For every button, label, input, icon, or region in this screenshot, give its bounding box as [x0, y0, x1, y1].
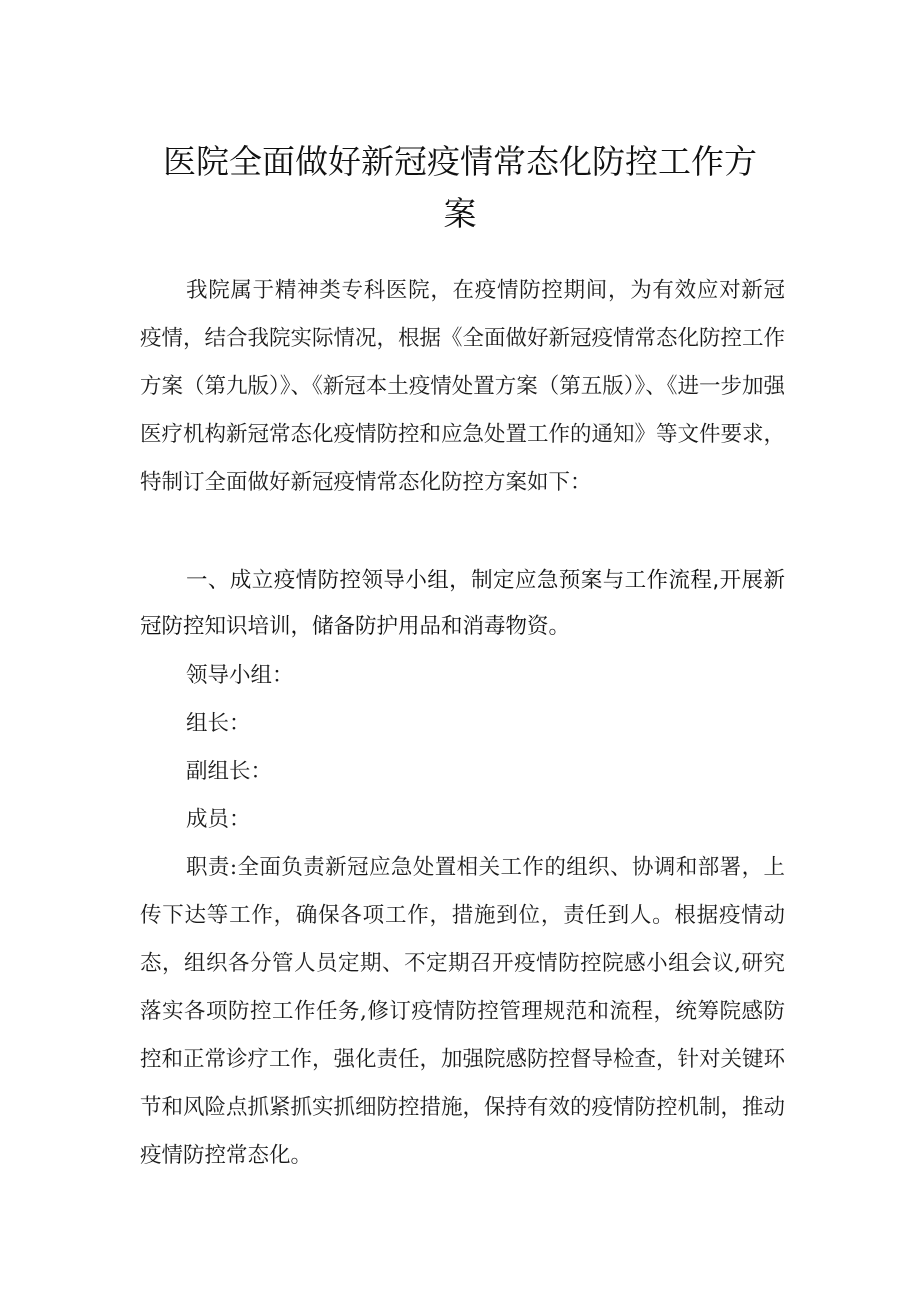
- intro-paragraph: 我院属于精神类专科医院，在疫情防控期间，为有效应对新冠疫情，结合我院实际情况，根据《全面做好新冠疫情常态化防控工作方案（第九版）》、《新冠本土疫情处置方案（第五版）》、《进一步加强医疗机构新冠常态化疫情防控和应急处置工作的通知》等文件要求，特制订全面做好新冠疫情常态化防控方案如下：: [140, 278, 786, 495]
- duties-paragraph: 职责:全面负责新冠应急处置相关工作的组织、协调和部署，上传下达等工作，确保各项工作，措施到位，责任到人。根据疫情动态，组织各分管人员定期、不定期召开疫情防控院感小组会议,研究落实各项防控工作任务,修订疫情防控管理规范和流程，统筹院感防控和正常诊疗工作，强化责任，加强院感防控督导检查，针对关键环节和风险点抓紧抓实抓细防控措施，保持有效的疫情防控机制，推动疫情防控常态化。: [140, 855, 786, 1168]
- members-label: 成员：: [186, 807, 251, 832]
- leadership-group-label: 领导小组：: [186, 663, 294, 688]
- leader-label: 组长：: [186, 711, 251, 736]
- section-1-heading: 一、成立疫情防控领导小组，制定应急预案与工作流程,开展新冠防控知识培训，储备防护用品和消毒物资。: [140, 568, 785, 639]
- deputy-leader-label: 副组长：: [186, 759, 273, 784]
- document-title-line-2: 案: [443, 194, 477, 233]
- document-title-line-1: 医院全面做好新冠疫情常态化防控工作方: [163, 142, 757, 181]
